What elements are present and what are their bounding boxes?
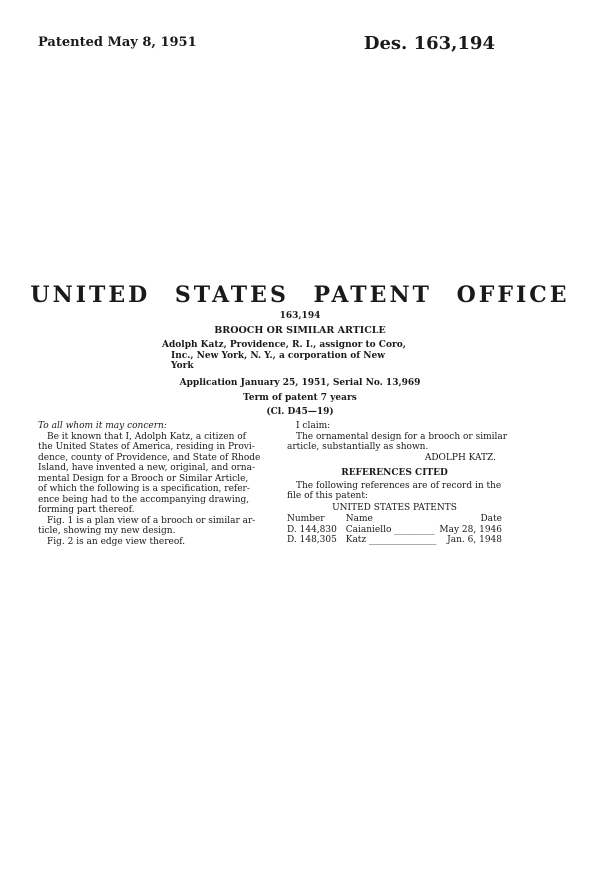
spec-line: Fig. 2 is an edge view thereof. (47, 536, 186, 547)
inventor-line: Inc., New York, N. Y., a corporation of New (171, 350, 385, 361)
classification: (Cl. D45—19) (266, 407, 334, 417)
references-line: The following references are of record in the (296, 480, 502, 491)
design-patent-number: Des. 163,194 (363, 33, 495, 54)
spec-line: Be it known that I, Adolph Katz, a citizen of (47, 431, 246, 442)
patent-number: 163,194 (279, 311, 321, 321)
claim-line: article, substantially as shown. (287, 442, 429, 452)
spec-line: the United States of America, residing in Provi- (38, 442, 255, 452)
claim-intro: I claim: (296, 421, 331, 431)
table-header-row (287, 514, 502, 525)
us-patents-heading: UNITED STATES PATENTS (332, 502, 457, 513)
references-heading: REFERENCES CITED (341, 468, 448, 478)
references-line: file of this patent: (287, 491, 368, 501)
specification-column (38, 421, 263, 547)
claim-column (287, 421, 508, 546)
ref-name: Caianiello _________ (345, 524, 435, 535)
ref-date: Jan. 6, 1948 (447, 535, 502, 545)
spec-line: Fig. 1 is a plan view of a brooch or similar ar- (47, 515, 256, 526)
column-header-name: Name (345, 514, 373, 524)
spec-line: ence being had to the accompanying drawing, (38, 494, 250, 505)
patented-date: Patented May 8, 1951 (38, 35, 197, 50)
inventor-block (162, 340, 406, 372)
column-header-number: Number (287, 514, 325, 524)
salutation: To all whom it may concern: (38, 421, 167, 431)
ref-name: Katz _______________ (345, 535, 437, 545)
inventor-signature: ADOLPH KATZ. (424, 452, 496, 463)
inventor-line: York (171, 361, 194, 371)
office-heading: UNITED STATES PATENT OFFICE (30, 282, 570, 308)
references-table (287, 514, 502, 546)
spec-line: of which the following is a specification, refer- (38, 484, 250, 494)
application-line: Application January 25, 1951, Serial No. 13,969 (179, 378, 421, 388)
spec-line: forming part thereof. (38, 505, 135, 515)
claim-line: The ornamental design for a brooch or similar (296, 431, 508, 442)
spec-line: Island, have invented a new, original, and orna- (38, 463, 255, 473)
ref-date: May 28, 1946 (439, 524, 502, 535)
term-line: Term of patent 7 years (243, 393, 357, 403)
spec-line: ticle, showing my new design. (38, 526, 176, 536)
ref-number: D. 144,830 (287, 524, 337, 535)
ref-number: D. 148,305 (287, 535, 337, 545)
inventor-line: Adolph Katz, Providence, R. I., assignor to Coro, (162, 340, 406, 350)
table-row (287, 535, 502, 546)
table-row (287, 525, 502, 536)
column-header-date: Date (480, 514, 502, 524)
patent-title: BROOCH OR SIMILAR ARTICLE (214, 325, 386, 336)
spec-line: dence, county of Providence, and State of Rhode (38, 452, 261, 463)
spec-line: mental Design for a Brooch or Similar Article, (38, 473, 249, 484)
